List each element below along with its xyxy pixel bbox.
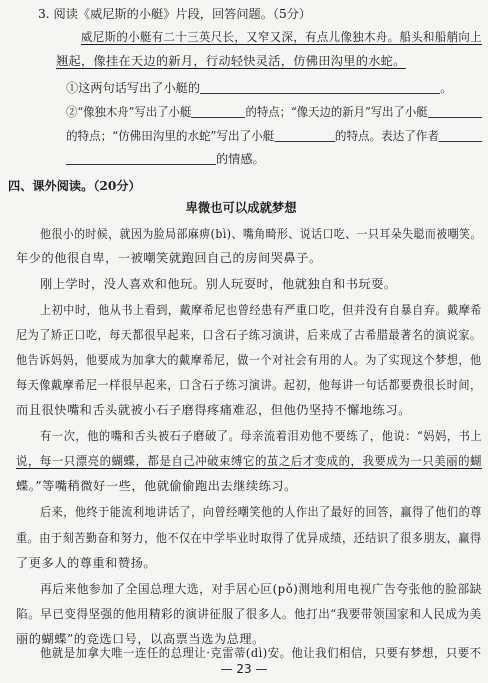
passage-line-2: 翘起，像挂在天边的新月，行动轻快灵活，仿佛田沟里的水蛇。 — [56, 54, 406, 68]
article-line: 他告诉妈妈，他要成为加拿大的戴摩希尼，做一个对社会有用的人。为了实现这个梦想，他 — [16, 353, 482, 367]
article-line-underlined: 说，每一只漂亮的蝴蝶，都是自己冲破束缚它的茧之后才变成的，我要成为一只美丽的蝴 — [16, 454, 482, 468]
answer-blank-2[interactable] — [191, 105, 245, 118]
sub-question-2-text-b: 的特点；“像天边的新月”写出了小艇 — [245, 105, 428, 119]
article-line: 上初中时，他从书上看到，戴摩希尼也曾经患有严重口吃，但并没有自暴自弃。戴摩希 — [40, 303, 482, 317]
article-line: 再后来他参加了全国总理大选，对手居心叵(pǒ)测地利用电视广告夸张他的脸部缺 — [40, 582, 482, 596]
article-line: 每天像戴摩希尼一样很早起来，口含石子练习演讲。起初，他每讲一句话都要费很长时间， — [16, 378, 482, 392]
article-line: 重。由于刻苦勤奋和努力，他不仅在中学毕业时取得了优异成绩，还结识了很多朋友，赢得 — [16, 531, 482, 545]
section-4-heading: 四、课外阅读。（20分） — [8, 179, 141, 193]
answer-blank-5[interactable] — [439, 129, 483, 142]
sub-question-1 — [66, 80, 452, 96]
article-line: 他很小的时候，就因为脸局部麻痹(bì)、嘴角畸形、说话口吃、一只耳朵失聪而被嘲笑。 — [40, 227, 482, 241]
sub-question-1-text: ①这两句话写出了小艇的 — [66, 81, 201, 95]
answer-blank-1[interactable] — [200, 81, 440, 94]
article-line: 了更多人的尊重和赞扬。 — [16, 556, 157, 570]
article-line: 后来，他终于能流利地讲话了，向曾经嘲笑他的人作出了最好的回答，赢得了他们的尊 — [40, 505, 482, 519]
article-line: 丽的蝴蝶”的竞选口号，以高票当选为总理。 — [16, 632, 265, 646]
passage-line-1: 威尼斯的小艇有二十三英尺长，又窄又深，有点儿像独木舟。船头和船艄向上 — [81, 30, 483, 44]
sub-question-2-text-a: ②“像独木舟”写出了小艇 — [66, 105, 192, 119]
article-line: 而且很快嘴和舌头就被小石子磨得疼痛难忍，但他仍坚持不懈地练习。 — [16, 403, 411, 417]
sub-question-2-cont — [66, 128, 482, 144]
article-line: 有一次，他的嘴和舌头被石子磨破了。母亲流着泪劝他不要练了，他说：“妈妈，书上 — [40, 429, 483, 443]
answer-blank-4[interactable] — [274, 129, 335, 142]
sub-question-2-text-d: 的特点。表达了作者 — [334, 129, 439, 143]
question-3-title: 3. 阅读《威尼斯的小艇》片段，回答问题。（5分） — [38, 7, 312, 21]
sub-question-2 — [66, 104, 482, 120]
sub-question-1-end: 。 — [440, 81, 453, 95]
sub-question-2-end: 的情感。 — [216, 152, 265, 166]
article-line: 陷。早已变得坚强的他用精彩的演讲征服了很多人。他打出“我要带领国家和人民成为美 — [16, 607, 482, 621]
answer-blank-6[interactable] — [66, 152, 216, 165]
article-line: 他就是加拿大唯一连任的总理让·克雷蒂(dì)安。他让我们相信，只要有梦想，只要不 — [40, 646, 482, 660]
page-number: — 23 — — [220, 662, 268, 676]
article-line: 蝶。”等嘴稍微好一些，他就偷偷跑出去继续练习。 — [16, 479, 297, 493]
sub-question-2-end-line — [66, 151, 265, 167]
article-title: 卑微也可以成就梦想 — [185, 200, 297, 215]
article-line: 刚上学时，没人喜欢和他玩。别人玩耍时，他就独自和书玩耍。 — [40, 277, 397, 291]
article-line: 尼为了矫正口吃，每天都很早起来，口含石子练习演讲，后来成了古希腊最著名的演说家。 — [16, 328, 482, 342]
article-line: 年少的他很自卑，一被嘲笑就跑回自己的房间哭鼻子。 — [16, 251, 322, 265]
sub-question-2-text-c: 的特点；“仿佛田沟里的水蛇”写出了小艇 — [66, 129, 275, 143]
answer-blank-3[interactable] — [428, 105, 482, 118]
